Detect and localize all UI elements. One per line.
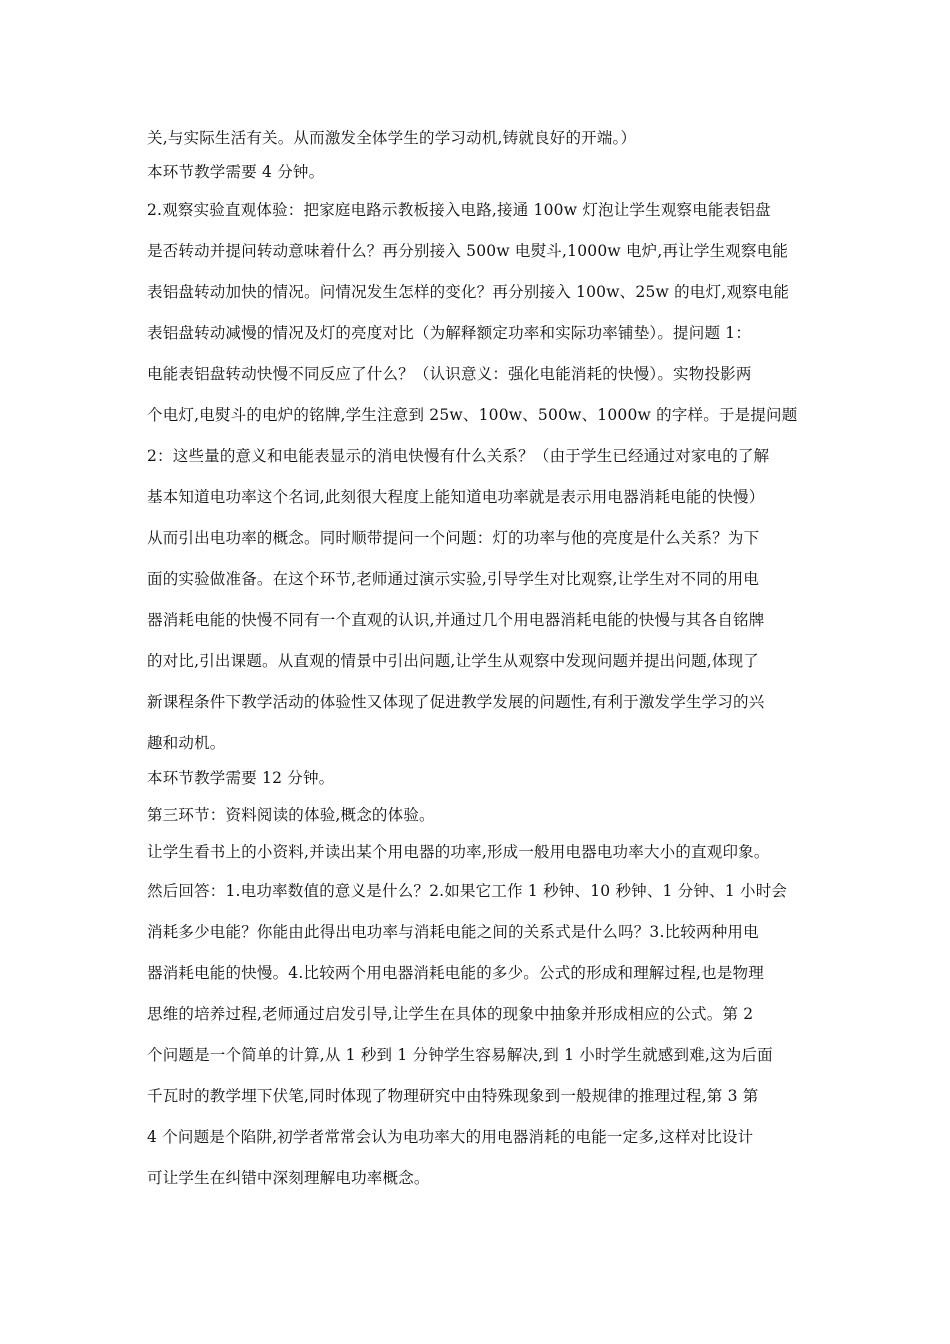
text-line: 面的实验做准备。在这个环节,老师通过演示实验,引导学生对比观察,让学生对不同的用电 — [147, 570, 759, 588]
text-line: 本环节教学需要 12 分钟。 — [147, 769, 335, 787]
text-line: 可让学生在纠错中深刻理解电功率概念。 — [147, 1169, 430, 1187]
text-line: 2：这些量的意义和电能表显示的消电快慢有什么关系？（由于学生已经通过对家电的了解 — [147, 447, 770, 465]
text-line: 电能表铝盘转动快慢不同反应了什么？（认识意义：强化电能消耗的快慢）。实物投影两 — [147, 365, 752, 383]
text-line: 4 个问题是个陷阱,初学者常常会认为电功率大的用电器消耗的电能一定多,这样对比设计 — [147, 1128, 754, 1146]
text-line: 趣和动机。 — [147, 734, 226, 752]
text-line: 表铝盘转动加快的情况。问情况发生怎样的变化？再分别接入 100w、25w 的电灯,观察电能 — [147, 283, 790, 301]
text-line: 个电灯,电熨斗的电炉的铭牌,学生注意到 25w、100w、500w、1000w 的字样。于是提问题 — [147, 406, 798, 424]
text-line: 是否转动并提问转动意味着什么？再分别接入 500w 电熨斗,1000w 电炉,再让学生观察电能 — [147, 242, 789, 260]
text-line: 第三环节：资料阅读的体验,概念的体验。 — [147, 806, 435, 824]
text-line: 从而引出电功率的概念。同时顺带提问一个问题：灯的功率与他的亮度是什么关系？为下 — [147, 529, 760, 547]
text-line: 个问题是一个简单的计算,从 1 秒到 1 分钟学生容易解决,到 1 小时学生就感到难,这为后面 — [147, 1046, 773, 1064]
text-line: 基本知道电功率这个名词,此刻很大程度上能知道电功率就是表示用电器消耗电能的快慢） — [147, 488, 765, 506]
text-line: 2.观察实验直观体验：把家庭电路示教板接入电路,接通 100w 灯泡让学生观察电能表铝盘 — [147, 201, 771, 219]
text-line: 器消耗电能的快慢不同有一个直观的认识,并通过几个用电器消耗电能的快慢与其各自铭牌 — [147, 611, 765, 629]
text-line: 关,与实际生活有关。从而激发全体学生的学习动机,铸就良好的开端。） — [147, 129, 637, 147]
text-line: 思维的培养过程,老师通过启发引导,让学生在具体的现象中抽象并形成相应的公式。第 2 — [147, 1005, 754, 1023]
text-line: 器消耗电能的快慢。4.比较两个用电器消耗电能的多少。公式的形成和理解过程,也是物理 — [147, 964, 764, 982]
text-line: 消耗多少电能？你能由此得出电功率与消耗电能之间的关系式是什么吗？3.比较两种用电 — [147, 923, 759, 941]
text-line: 的对比,引出课题。从直观的情景中引出问题,让学生从观察中发现问题并提出问题,体现了 — [147, 652, 759, 670]
text-line: 千瓦时的教学埋下伏笔,同时体现了物理研究中由特殊现象到一般规律的推理过程,第 3 第 — [147, 1087, 759, 1105]
text-line: 让学生看书上的小资料,并读出某个用电器的功率,形成一般用电器电功率大小的直观印象。 — [147, 843, 770, 861]
text-line: 新课程条件下教学活动的体验性又体现了促进教学发展的问题性,有利于激发学生学习的兴 — [147, 693, 765, 711]
text-line: 表铝盘转动减慢的情况及灯的亮度对比（为解释额定功率和实际功率铺垫）。提问题 1： — [147, 324, 752, 342]
text-line: 本环节教学需要 4 分钟。 — [147, 163, 325, 181]
text-line: 然后回答：1.电功率数值的意义是什么？2.如果它工作 1 秒钟、10 秒钟、1 分钟、1 小时会 — [147, 882, 788, 900]
